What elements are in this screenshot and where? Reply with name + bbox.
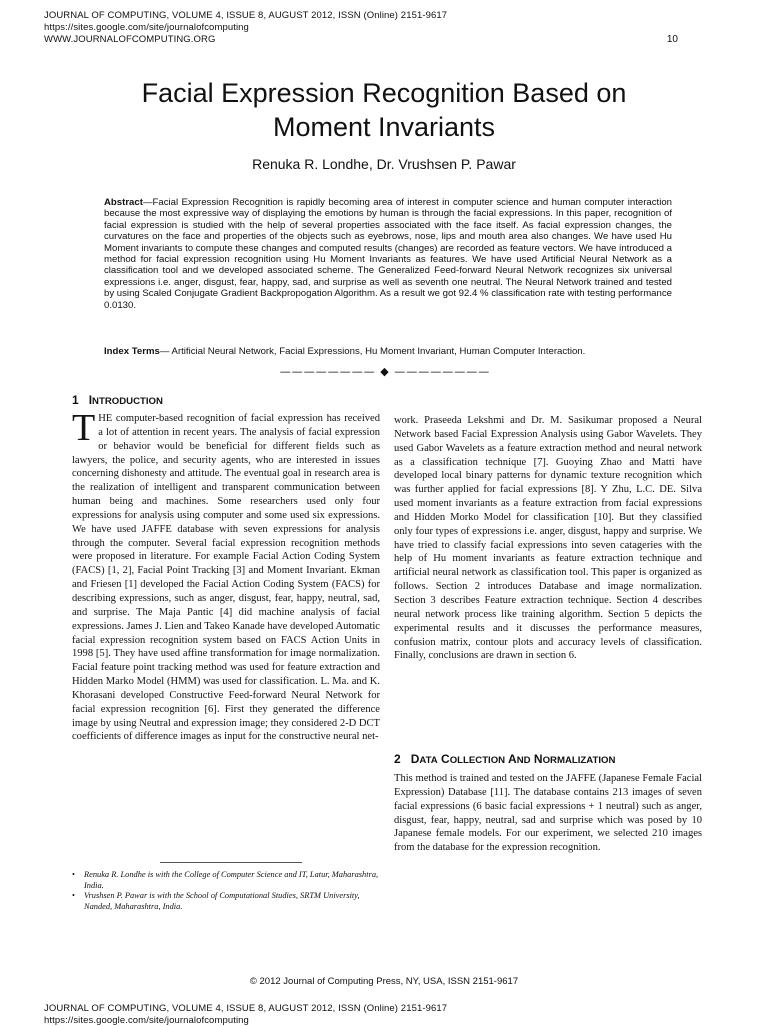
drop-cap: T [72,407,96,449]
title-line-2: Moment Invariants [272,112,496,142]
footnote-1-text: Renuka R. Londhe is with the College of Computer Science and IT, Latur, Maharashtra, India. [84,870,379,890]
abstract-text: —Facial Expression Recognition is rapidly becoming area of interest in computer science and human computer interaction because the most expressive way of displaying the emotions by human is through the facial expressions. In this paper, recognition of facial expression is studied with the help of several properties associated with the face itself. As facial expression changes, the curvatures on the face and properties of the objects such as eyebrows, nose, lips and mouth area also changes. We have used Hu Moment invariants to compute these changes and computed results (changes) are recorded as feature vectors. We have introduced a method for facial expression recognition using Hu Moment Invariants as features. We have used Artificial Neural Network as a classification tool and we developed associated scheme. The Generalized Feed-forward Neural Network recognizes six universal expressions i.e. anger, disgust, fear, happy, sad, and surprise as well as seventh one neutral. The Neural Network trained and tested by using Scaled Conjugate Gradient Backpropogation Algorithm. As a result we got 92.4 % classification rate with testing performance 0.0130. [104,197,672,311]
s2-w3-rest: ND [516,755,531,766]
s2-w2-rest: OLLECTION [449,755,506,766]
section-1-rest: NTRODUCTION [92,396,163,407]
authors: Renuka R. Londhe, Dr. Vrushsen P. Pawar [252,156,516,172]
footnote-2-text: Vrushsen P. Pawar is with the School of Computational Studies, SRTM University, Nanded, Maharashtra, India. [84,891,360,911]
introduction-continued: work. Praseeda Lekshmi and Dr. M. Sasikumar proposed a Neural Network based Facial Expression Analysis using Gabor Wavelets. They used Gabor Wavelets as a feature extraction method and neural network as a classification technique [7]. Guoying Zhao and Matti have developed local binary patterns for dynamic texture recognition which was further applied for facial expressions [8]. Y Zhu, L.C. DE. Silva used moment invariants as a feature extraction from facial expressions and Hidden Morko Model for classification [10]. But they classified only four types of expressions i.e. anger, disgust, happy and surprise. We have tried to classify facial expressions into seven catageries with the help of Hu moment invariants as feature extraction technique and artificial neural network as classification tool. This paper is organized as follows. Section 2 introduces Database and image normalization. Section 3 describes Feature extraction technique. Section 4 describes neural network process like training algorithm. Section 5 depicts the experimental results and it discusses the performance measures, confusion matrix, contour plots and accuracy levels of classification. Finally, conclusions are drawn in section 6. [394,415,702,662]
index-terms-text: — Artificial Neural Network, Facial Expressions, Hu Moment Invariant, Human Computer Interaction. [159,346,586,357]
footnote-rule [160,862,302,863]
section-2-body: This method is trained and tested on the JAFFE (Japanese Female Facial Expression) Database [11]. The database contains 213 images of seven facial expressions (6 basic facial expressions + 1 neutral) such as anger, disgust, fear, happy, neutral, sad and surprise which was posed by 10 Japanese female models. For our experiment, we selected 210 images from the database for the expression recognition. [394,773,702,854]
s2-w2-initial: C [441,752,450,766]
footnote-bullet: • [72,870,75,879]
section-divider: ———————— ◆ ———————— [279,365,491,378]
section-2-heading [394,752,615,768]
index-terms-label: Index Terms [104,346,160,357]
s2-w3-initial: A [508,752,517,766]
section-1-number: 1 [72,393,79,407]
footnote-1 [72,870,380,891]
footnote-2 [72,891,380,912]
footnote-bullet: • [72,891,75,901]
section-2-number: 2 [394,752,401,766]
footnotes [72,870,380,912]
introduction-text: HE computer-based recognition of facial expression has received a lot of attention in recent years. The analysis of facial expression or behavior would be beneficial for different fields such as lawyers, the police, and security agents, who are interested in issues concerning dishonesty and attitude. The eventual goal in research area is the realization of intelligent and transparent communication between human being and machines. Some researchers used only four expressions for analysis using computer and some used six expressions. We have used JAFFE database with seven expressions for analysis through the computer. Several facial expression recognition methods were proposed in literature. For example Facial Action Coding System (FACS) [1, 2], Facial Point Tracking [3] and Moment Invariant. Ekman and Friesen [1] developed the Facial Action Coding System (FACS) for describing expressions, such as anger, disgust, fear, happy, neutral, sad, and surprise. The Maja Pantic [4] did machine analysis of facial expressions. James J. Lien and Takeo Kanade have developed Automatic facial expression recognition system based on FACS Action Units in 1998 [5]. They have used affine transformation for image normalization. Facial feature point tracking method was used for feature extraction and Hidden Marko Model (HMM) was used for classification. L. Ma. and K. Khorasani developed Constructive Feed-forward Neural Network for facial expression recognition [6]. First they generated the difference image by using Neutral and expression image; they considered 2-D DCT coefficients of difference images as input for the constructive neural net- [72,413,380,743]
copyright: © 2012 Journal of Computing Press, NY, USA, ISSN 2151-9617 [249,976,519,987]
abstract-label: Abstract [104,197,143,208]
footer-journal-line: JOURNAL OF COMPUTING, VOLUME 4, ISSUE 8, AUGUST 2012, ISSN (Online) 2151-9617 [44,1003,448,1014]
journal-header-line: JOURNAL OF COMPUTING, VOLUME 4, ISSUE 8, AUGUST 2012, ISSN (Online) 2151-9617 [44,10,448,21]
page-number: 10 [666,34,678,45]
s2-w1-rest: ATA [419,755,438,766]
journal-url[interactable]: https://sites.google.com/site/journalofcomputing [44,22,249,33]
introduction-body [72,407,380,744]
s2-w1-initial: D [410,752,420,766]
index-terms [104,346,684,358]
paper-title [60,76,708,144]
journal-website[interactable]: WWW.JOURNALOFCOMPUTING.ORG [44,34,216,45]
footer-url[interactable]: https://sites.google.com/site/journalofcomputing [44,1015,249,1026]
s2-w4-initial: N [533,752,543,766]
title-line-1: Facial Expression Recognition Based on [141,78,627,108]
s2-w4-rest: ORMALIZATION [542,755,616,766]
abstract [104,197,672,311]
section-1-initial: I [88,393,93,407]
